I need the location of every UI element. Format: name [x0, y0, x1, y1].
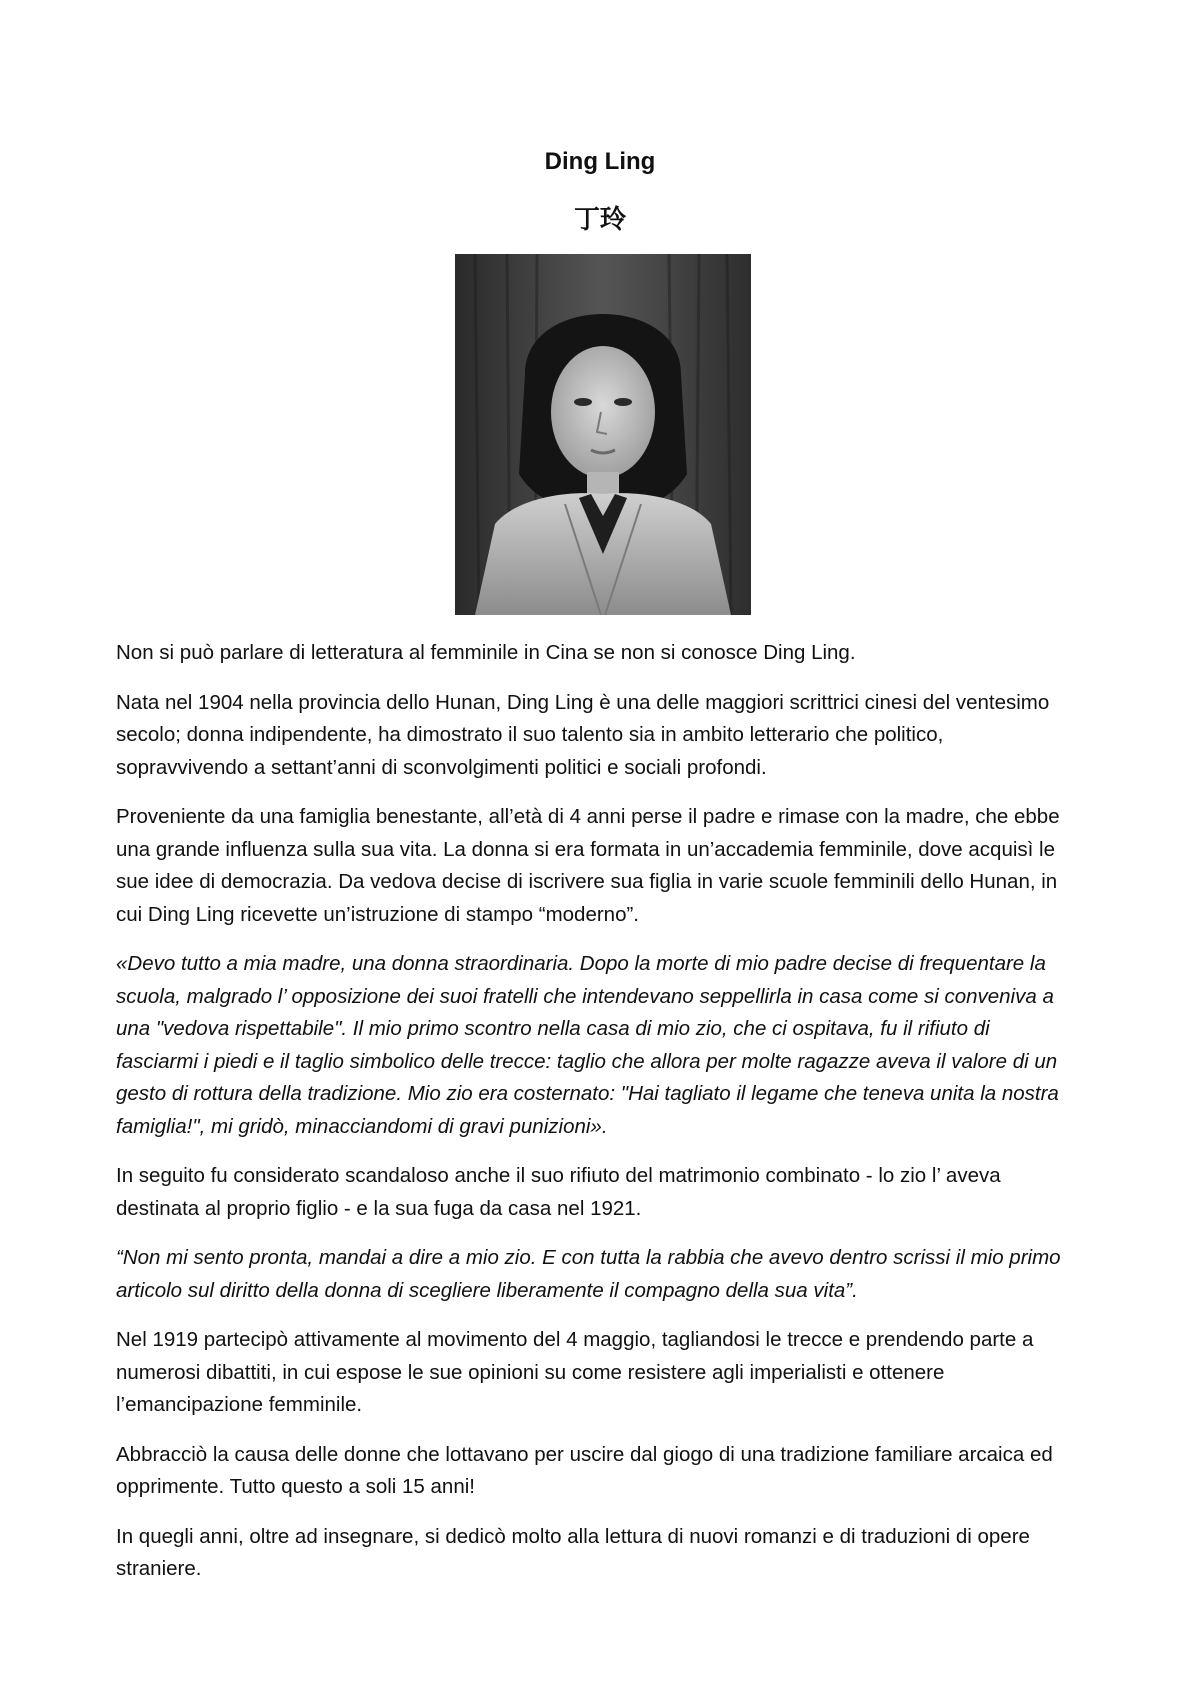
portrait-photo: [455, 254, 751, 615]
paragraph: Proveniente da una famiglia benestante, all’età di 4 anni perse il padre e rimase con la madre, che ebbe una grande influenza sulla sua vita. La donna si era formata in un’accademia femminile, dove acquisì le sue idee di democrazia. Da vedova decise di iscrivere sua figlia in varie scuole femminili dello Hunan, in cui Ding Ling ricevette un’istruzione di stampo “moderno”.: [116, 805, 1060, 926]
quote-paragraph: «Devo tutto a mia madre, una donna straordinaria. Dopo la morte di mio padre decise di frequentare la scuola, malgrado l’ opposizione dei suoi fratelli che intendevano seppellirla in casa come si conveniva a una "vedova rispettabile". Il mio primo scontro nella casa di mio zio, che ci ospitava, fu il rifiuto di fasciarmi i piedi e il taglio simbolico delle trecce: taglio che allora per molte ragazze aveva il valore di un gesto di rottura della tradizione. Mio zio era costernato: "Hai tagliato il legame che teneva unita la nostra famiglia!", mi gridò, minacciandomi di gravi punizioni».: [116, 952, 1059, 1138]
document-title: Ding Ling: [544, 148, 656, 175]
paragraph: In seguito fu considerato scandaloso anche il suo rifiuto del matrimonio combinato - lo zio l’ aveva destinata al proprio figlio - e la sua fuga da casa nel 1921.: [116, 1164, 1001, 1220]
quote-paragraph: “Non mi sento pronta, mandai a dire a mio zio. E con tutta la rabbia che avevo dentro scrissi il mio primo articolo sul diritto della donna di scegliere liberamente il compagno della sua vita”.: [116, 1246, 1061, 1302]
document-body: [116, 637, 1076, 1603]
paragraph: Nata nel 1904 nella provincia dello Hunan, Ding Ling è una delle maggiori scrittrici cinesi del ventesimo secolo; donna indipendente, ha dimostrato il suo talento sia in ambito letterario che politico, sopravvivendo a settant’anni di sconvolgimenti politici e sociali profondi.: [116, 690, 1050, 779]
document-subtitle-chinese: 丁玲: [573, 204, 626, 234]
portrait-photo-icon: [455, 254, 751, 615]
paragraph: Non si può parlare di letteratura al femminile in Cina se non si conosce Ding Ling.: [116, 641, 856, 664]
paragraph: In quegli anni, oltre ad insegnare, si dedicò molto alla lettura di nuovi romanzi e di traduzioni di opere straniere.: [116, 1524, 1030, 1580]
paragraph: Abbracciò la causa delle donne che lottavano per uscire dal giogo di una tradizione familiare arcaica ed opprimente. Tutto questo a soli 15 anni!: [116, 1442, 1053, 1498]
paragraph: Nel 1919 partecipò attivamente al movimento del 4 maggio, tagliandosi le trecce e prendendo parte a numerosi dibattiti, in cui espose le sue opinioni su come resistere agli imperialisti e ottenere l’emancipazione femminile.: [116, 1328, 1034, 1416]
